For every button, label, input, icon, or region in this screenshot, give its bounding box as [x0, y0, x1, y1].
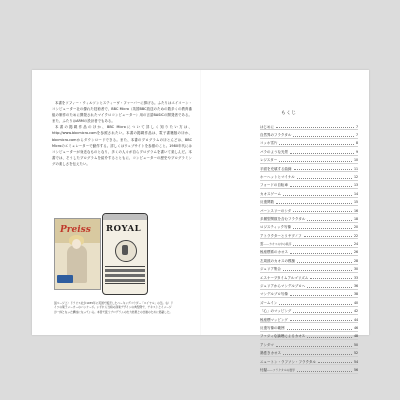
toc-entry	[260, 365, 358, 373]
toc-page-number: 20	[353, 225, 358, 230]
toc-leader	[304, 236, 352, 237]
baking-powder-can-image	[102, 213, 148, 295]
toc-leader	[287, 329, 352, 330]
toc-leader	[283, 195, 352, 196]
toc-entry	[260, 315, 358, 323]
toc-leader	[307, 287, 352, 288]
toc-entry	[260, 290, 358, 298]
toc-entry-title: マンデルブロ写像	[260, 292, 288, 297]
toc-leader	[276, 346, 352, 347]
toc-entry	[260, 256, 358, 264]
toc-page-number: 8	[355, 141, 358, 146]
toc-entry-title: アトラクターとリヤプノフ	[260, 233, 302, 238]
toc-entry	[260, 130, 358, 138]
toc-page-number: 28	[353, 258, 358, 263]
toc-page-number: 38	[353, 292, 358, 297]
toc-entry	[260, 298, 358, 306]
toc-leader	[276, 203, 352, 204]
toc-leader	[307, 337, 352, 338]
toc-page-number: 15	[353, 200, 358, 205]
toc-entry-title: フォードの自転車	[260, 183, 288, 188]
toc-page-number: 14	[353, 191, 358, 196]
toc-leader	[293, 245, 351, 246]
toc-entry	[260, 172, 358, 180]
toc-entry	[260, 349, 358, 357]
toc-page-number: 11	[353, 166, 358, 171]
toc-entry	[260, 223, 358, 231]
toc-leader	[293, 211, 352, 212]
toc-entry-title: 雲	[260, 242, 264, 247]
toc-leader	[283, 270, 352, 271]
toc-entry	[260, 164, 358, 172]
dedication-text	[52, 100, 192, 167]
right-page	[201, 70, 369, 372]
toc-leader	[279, 144, 354, 145]
toc-page-number: 7	[355, 124, 358, 129]
vintage-poster-image	[54, 218, 101, 290]
toc-entry	[260, 206, 358, 214]
toc-page-number: 13	[353, 183, 358, 188]
toc-entry	[260, 147, 358, 155]
toc-entry	[260, 214, 358, 222]
toc-leader	[290, 253, 352, 254]
toc-page-number: 48	[353, 334, 358, 339]
paragraph: 本書をソフィー・ウィルソンとスティーヴ・ファーバーに捧げる。ふたりはエイコーン・コンピューター社の優れた技術者で、BBC Micro（英国BBC放送のための数多くの教育番組の制作のために開発されたマイクロコンピューター）用の言語BASICの開発者である。また、ふたりはARMの設計者でもある。	[52, 101, 192, 124]
table-of-contents	[260, 122, 358, 374]
toc-entry	[260, 189, 358, 197]
toc-leader	[297, 178, 352, 179]
toc-entry-title: ファジィな論理によるカオス	[260, 334, 306, 339]
toc-entry-title: ホーヘットとマイケル	[260, 174, 295, 179]
image-caption: 図ページ上）ドラビス社が1935年に英国で販売したベーキングパウダー「ロイヤル」の缶。右）ドイツの菓子メーカーのパッケージ。いずれも当時の商業デザインの典型例で、テキストとイメージが一体となった構成になっている。本書で扱うプログラムの出力結果との比較のために掲載した。	[54, 301, 174, 314]
toc-page-number: 24	[353, 242, 358, 247]
toc-entry	[260, 239, 358, 247]
toc-entry	[260, 340, 358, 348]
toc-leader	[293, 136, 354, 137]
toc-leader	[279, 161, 352, 162]
left-page	[32, 70, 200, 335]
toc-page-number: 54	[353, 359, 358, 364]
toc-page-number: 40	[353, 300, 358, 305]
toc-page-number: 10	[353, 158, 358, 163]
toc-entry-subtitle: ――カオスの中の秩序	[263, 242, 292, 247]
toc-entry	[260, 357, 358, 365]
toc-entry-title: エスケープタイムアルゴリズム	[260, 275, 309, 280]
toc-entry-title: ニュートン・ラフソン・フラクタル	[260, 359, 316, 364]
toc-page-number: 36	[353, 284, 358, 289]
toc-entry-title: ジュリア集合	[260, 267, 281, 272]
toc-entry-title: カオスゲーム	[260, 191, 281, 196]
toc-entry	[260, 273, 358, 281]
toc-entry-title: ロジスティック写像	[260, 225, 292, 230]
toc-page-number: 33	[353, 275, 358, 280]
toc-page-number: 46	[353, 325, 358, 330]
toc-leader	[318, 362, 352, 363]
toc-page-number: 9	[355, 149, 358, 154]
toc-leader	[290, 295, 352, 296]
toc-leader	[293, 312, 352, 313]
toc-leader	[294, 169, 352, 170]
toc-entry-title: 極座標系のカオス	[260, 250, 288, 255]
toc-entry-subtitle: ――フラクタルの数学	[267, 367, 295, 372]
toc-entry	[260, 323, 358, 331]
toc-page-number: 26	[353, 250, 358, 255]
toc-entry-title: バーンスリーのシダ	[260, 208, 292, 213]
toc-page-number: 50	[353, 342, 358, 347]
toc-entry-title: ジュリアからマンデルブロへ	[260, 284, 306, 289]
toc-page-number: 30	[353, 267, 358, 272]
toc-entry-title: 付録	[260, 367, 267, 372]
toc-entry	[260, 248, 358, 256]
toc-entry-title: 多層型関数を含むフラクタル	[260, 216, 306, 221]
toc-entry	[260, 332, 358, 340]
book-spread	[32, 70, 369, 372]
toc-entry-title: 左周波のカオスの模様	[260, 258, 295, 263]
paragraph: 本書の掲載作品のほか、BBC Microについて詳しく知りたい方は、http://www.bbcmicro.comを参照されたい。本書の掲載作品は、電子書籍版のほか、bbcmicro.comからダウンロードできる。また、本書のプログラムのほとんどは、BBC Microのエミュレーターで動作する。詳しくはウェブサイトを参照のこと。1980年代にはコンピューターが身近なものとなり、多くの人々が自らプログラムを書いて楽しんだ。本書では、そうしたプログラムを紹介するとともに、コンピューターの歴史やプログラミングの楽しさを伝えたい。	[52, 125, 192, 166]
toc-page-number: 18	[353, 216, 358, 221]
toc-entry-title: 平面を充填する曲線	[260, 166, 292, 171]
toc-leader	[279, 304, 352, 305]
toc-leader	[297, 371, 352, 372]
toc-entry	[260, 307, 358, 315]
toc-entry-title: アンダマ	[260, 342, 274, 347]
toc-leader	[283, 354, 352, 355]
toc-page-number: 22	[353, 233, 358, 238]
toc-page-number: 44	[353, 317, 358, 322]
toc-entry-title: 極座標マッピング	[260, 317, 288, 322]
toc-entry-title: 渦巻きカオス	[260, 351, 281, 356]
toc-leader	[293, 228, 352, 229]
toc-entry-title: 自然界のフラクタル	[260, 132, 292, 137]
toc-entry-title: 反復関数	[260, 200, 274, 205]
toc-page-number: 16	[353, 208, 358, 213]
toc-entry	[260, 198, 358, 206]
toc-entry-title: 反復写像の範囲	[260, 325, 285, 330]
toc-title: もくじ	[281, 111, 297, 116]
toc-leader	[290, 186, 352, 187]
toc-leader	[290, 320, 352, 321]
toc-entry-title: ズームイン	[260, 300, 278, 305]
toc-entry-title: バラのような光景	[260, 149, 288, 154]
toc-entry	[260, 265, 358, 273]
toc-leader	[310, 278, 352, 279]
toc-entry	[260, 181, 358, 189]
toc-page-number: 12	[353, 174, 358, 179]
can-seal-icon	[115, 240, 137, 262]
toc-page-number: 56	[353, 367, 358, 372]
toc-leader	[297, 262, 352, 263]
poster-brand: Preiss	[60, 225, 91, 235]
can-brand: ROYAL	[106, 224, 142, 234]
toc-page-number: 52	[353, 351, 358, 356]
toc-entry-title: コッホ雪片	[260, 141, 278, 146]
toc-page-number: 42	[353, 309, 358, 314]
toc-leader	[276, 127, 354, 128]
toc-entry	[260, 231, 358, 239]
toc-entry	[260, 281, 358, 289]
toc-leader	[307, 220, 352, 221]
toc-entry-title: 「心」のマッピング	[260, 309, 292, 314]
toc-entry-title: はじめに	[260, 124, 274, 129]
toc-entry	[260, 139, 358, 147]
toc-entry-title: レジスター	[260, 158, 278, 163]
toc-entry	[260, 122, 358, 130]
toc-page-number: 7	[355, 132, 358, 137]
toc-entry	[260, 156, 358, 164]
illustration-group	[54, 213, 174, 320]
toc-leader	[290, 153, 354, 154]
